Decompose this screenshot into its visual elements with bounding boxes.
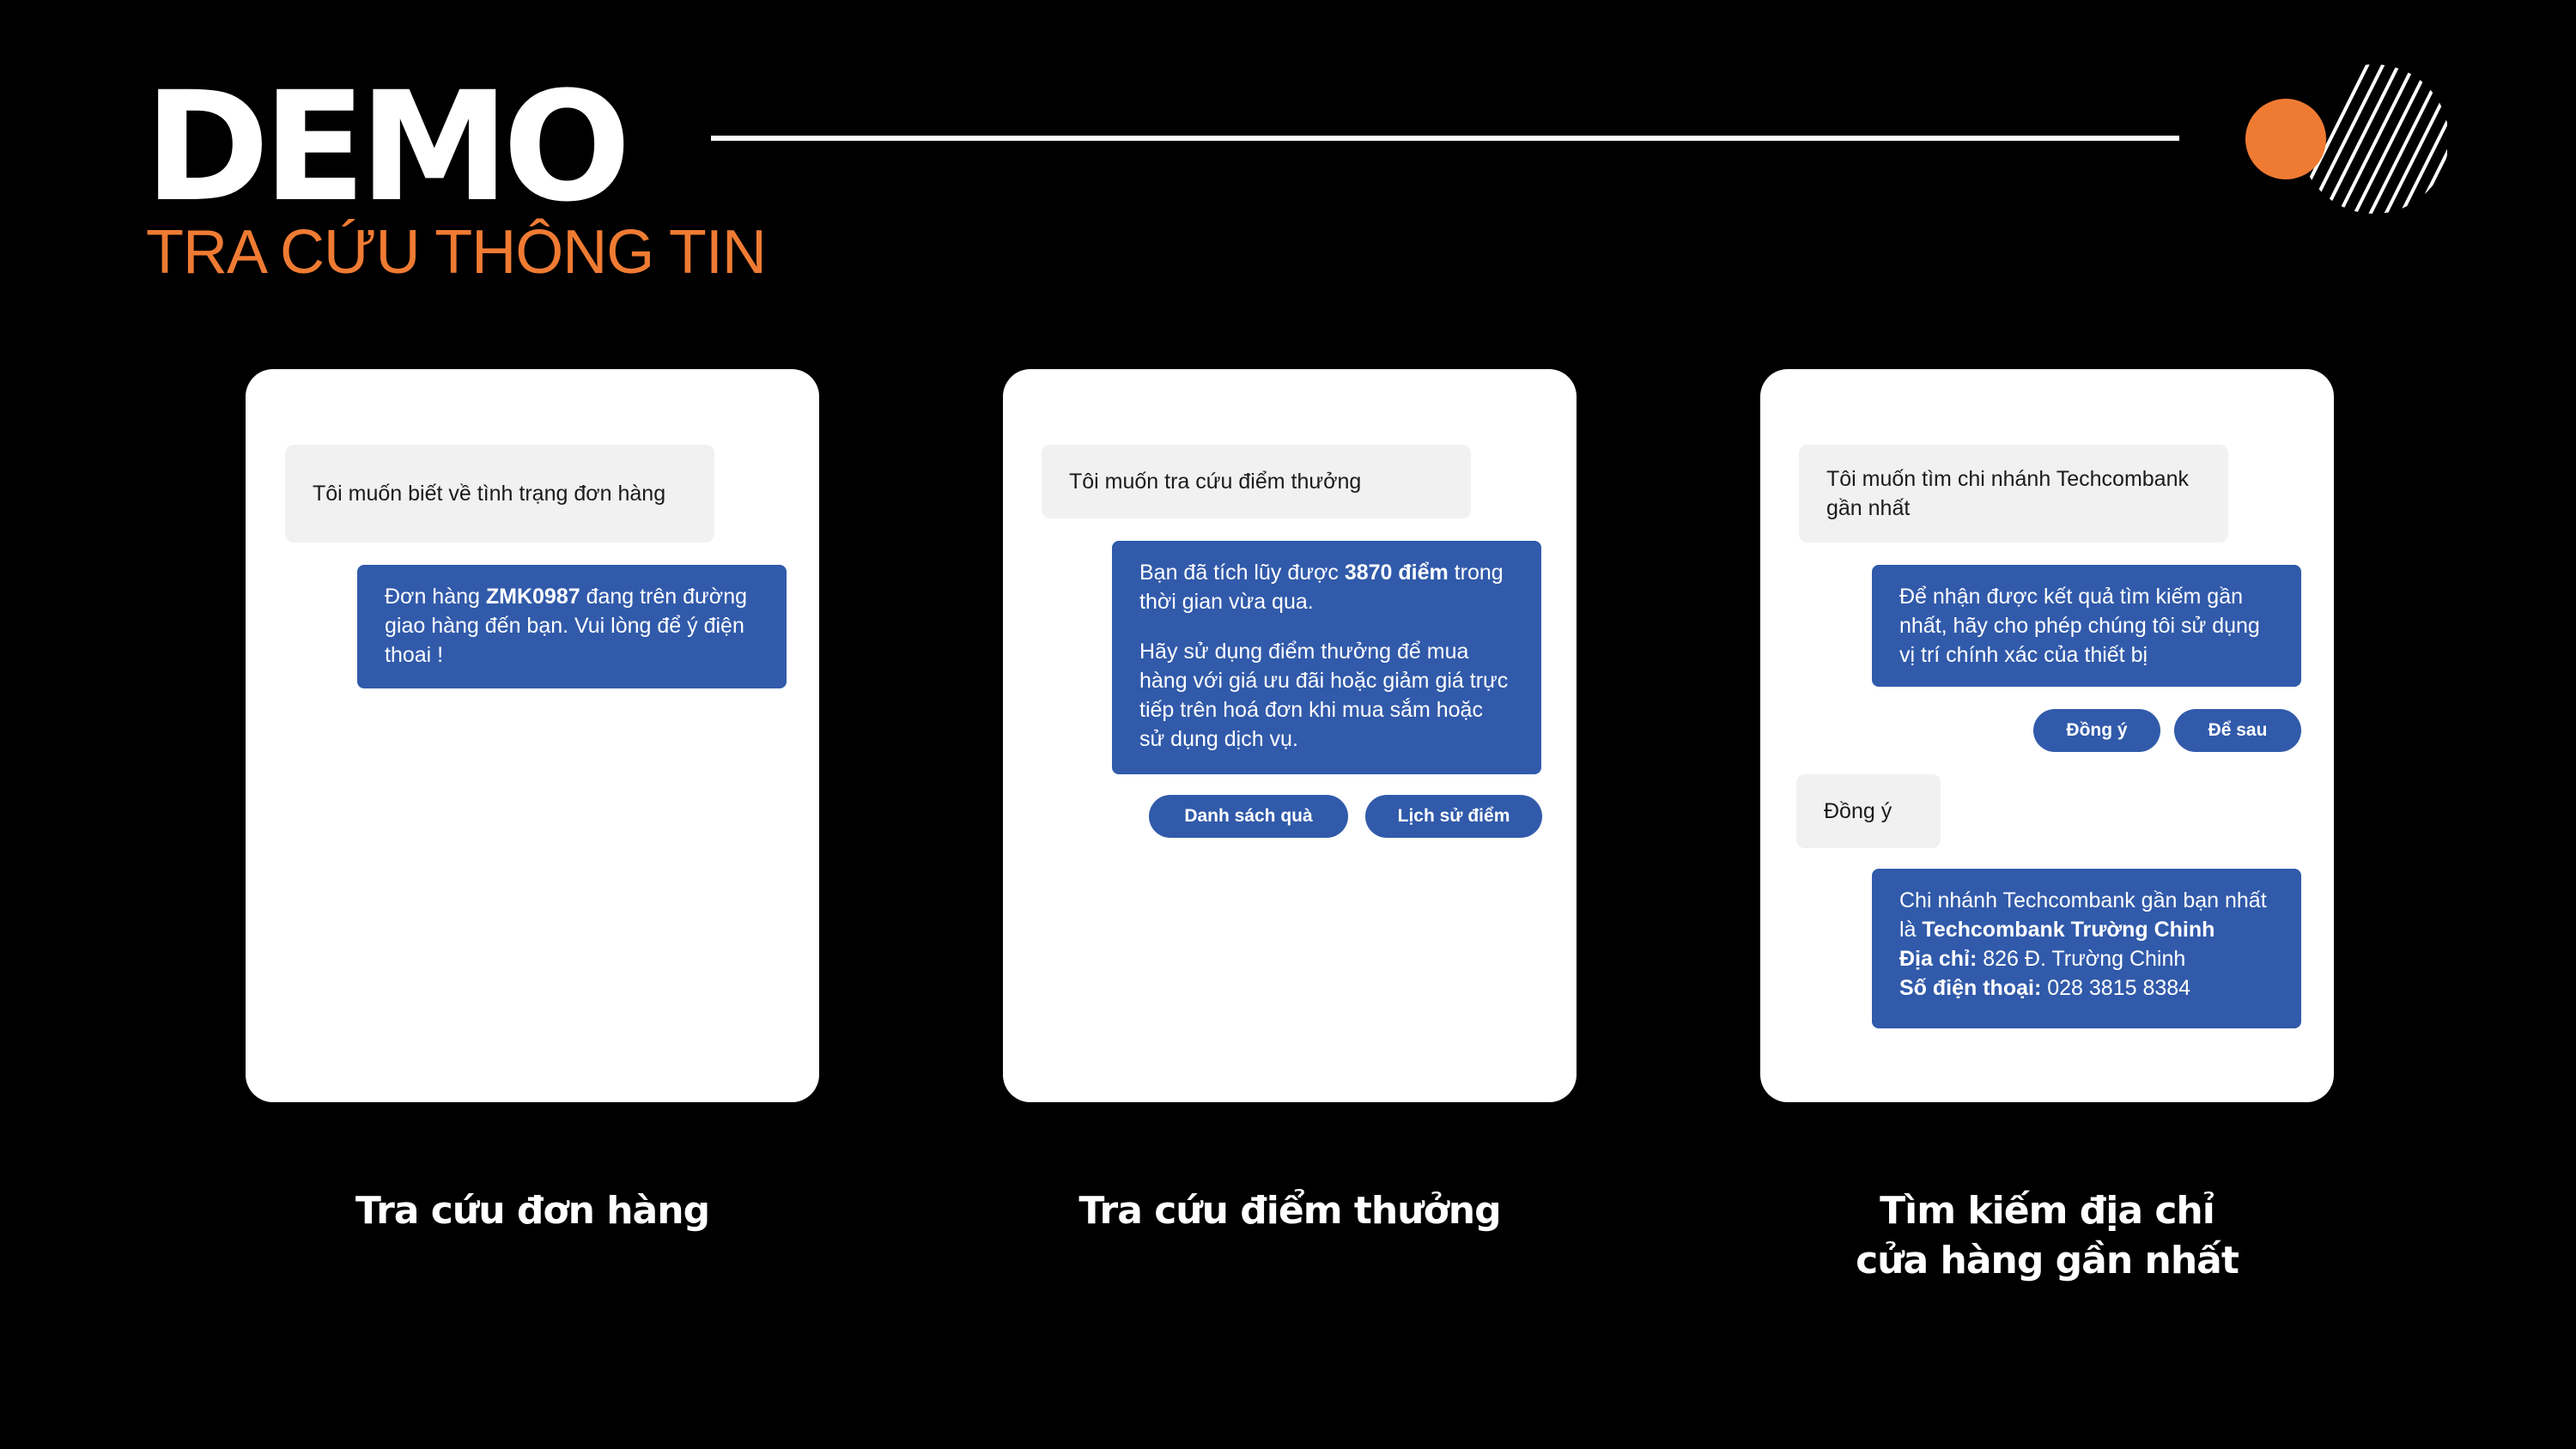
bot-message-location: Để nhận được kết quả tìm kiếm gần nhất, hãy cho phép chúng tôi sử dụng vị trí chính xác của thiết bị <box>1872 565 2301 687</box>
caption-points-lookup: Tra cứu điểm thưởng <box>1078 1189 1501 1233</box>
phone-order-lookup <box>246 369 819 1102</box>
phone-points-lookup <box>1003 369 1577 1102</box>
bot-message-branch <box>1872 869 2301 1028</box>
caption-order-lookup: Tra cứu đơn hàng <box>355 1189 710 1233</box>
title-divider <box>711 136 2179 141</box>
later-button[interactable]: Để sau <box>2174 709 2301 752</box>
order-code: ZMK0987 <box>485 585 580 609</box>
phone-branch-search <box>1760 369 2334 1102</box>
caption-branch-search <box>1704 1186 2391 1286</box>
bot-message <box>357 565 787 688</box>
branch-name: Techcombank Trường Chinh <box>1922 918 2215 942</box>
caption-line-1: Tìm kiếm địa chỉ <box>1880 1189 2215 1233</box>
bot-text-post: đang trên đường giao hàng đến bạn. Vui lòng để ý điện thoai ! <box>385 585 747 667</box>
user-message: Tôi muốn biết về tình trạng đơn hàng <box>285 445 714 543</box>
decorative-circles-icon <box>2241 60 2447 223</box>
address-label: Địa chỉ: <box>1899 947 1978 971</box>
gift-list-button[interactable]: Danh sách quà <box>1149 795 1348 838</box>
branch-intro: Chi nhánh Techcombank gần bạn nhất là <box>1899 888 2267 942</box>
address-value: 826 Đ. Trường Chinh <box>1977 947 2186 971</box>
bot-text-usage: Hãy sử dụng điểm thưởng để mua hàng với giá ưu đãi hoặc giảm giá trực tiếp trên hoá đơn khi mua sắm hoặc sử dụng dịch vụ. <box>1139 640 1509 751</box>
bot-text-pre: Đơn hàng <box>385 585 486 609</box>
slide-subtitle: TRA CỨU THÔNG TIN <box>146 218 766 287</box>
bot-message <box>1112 541 1541 774</box>
caption-line-2: cửa hàng gần nhất <box>1856 1239 2239 1282</box>
phone-value: 028 3815 8384 <box>2041 976 2191 1000</box>
bot-text-post: trong thời gian vừa qua. <box>1139 561 1504 614</box>
agree-button[interactable]: Đồng ý <box>2033 709 2160 752</box>
user-message: Tôi muốn tra cứu điểm thưởng <box>1042 445 1471 518</box>
points-history-button[interactable]: Lịch sử điểm <box>1365 795 1542 838</box>
phone-label: Số điện thoại: <box>1899 976 2042 1000</box>
user-message: Tôi muốn tìm chi nhánh Techcombank gần nhất <box>1799 445 2228 543</box>
user-reply: Đồng ý <box>1796 774 1941 848</box>
points-value: 3870 điểm <box>1344 561 1449 585</box>
bot-text-pre: Bạn đã tích lũy được <box>1139 561 1345 585</box>
slide-title: DEMO <box>144 59 625 235</box>
